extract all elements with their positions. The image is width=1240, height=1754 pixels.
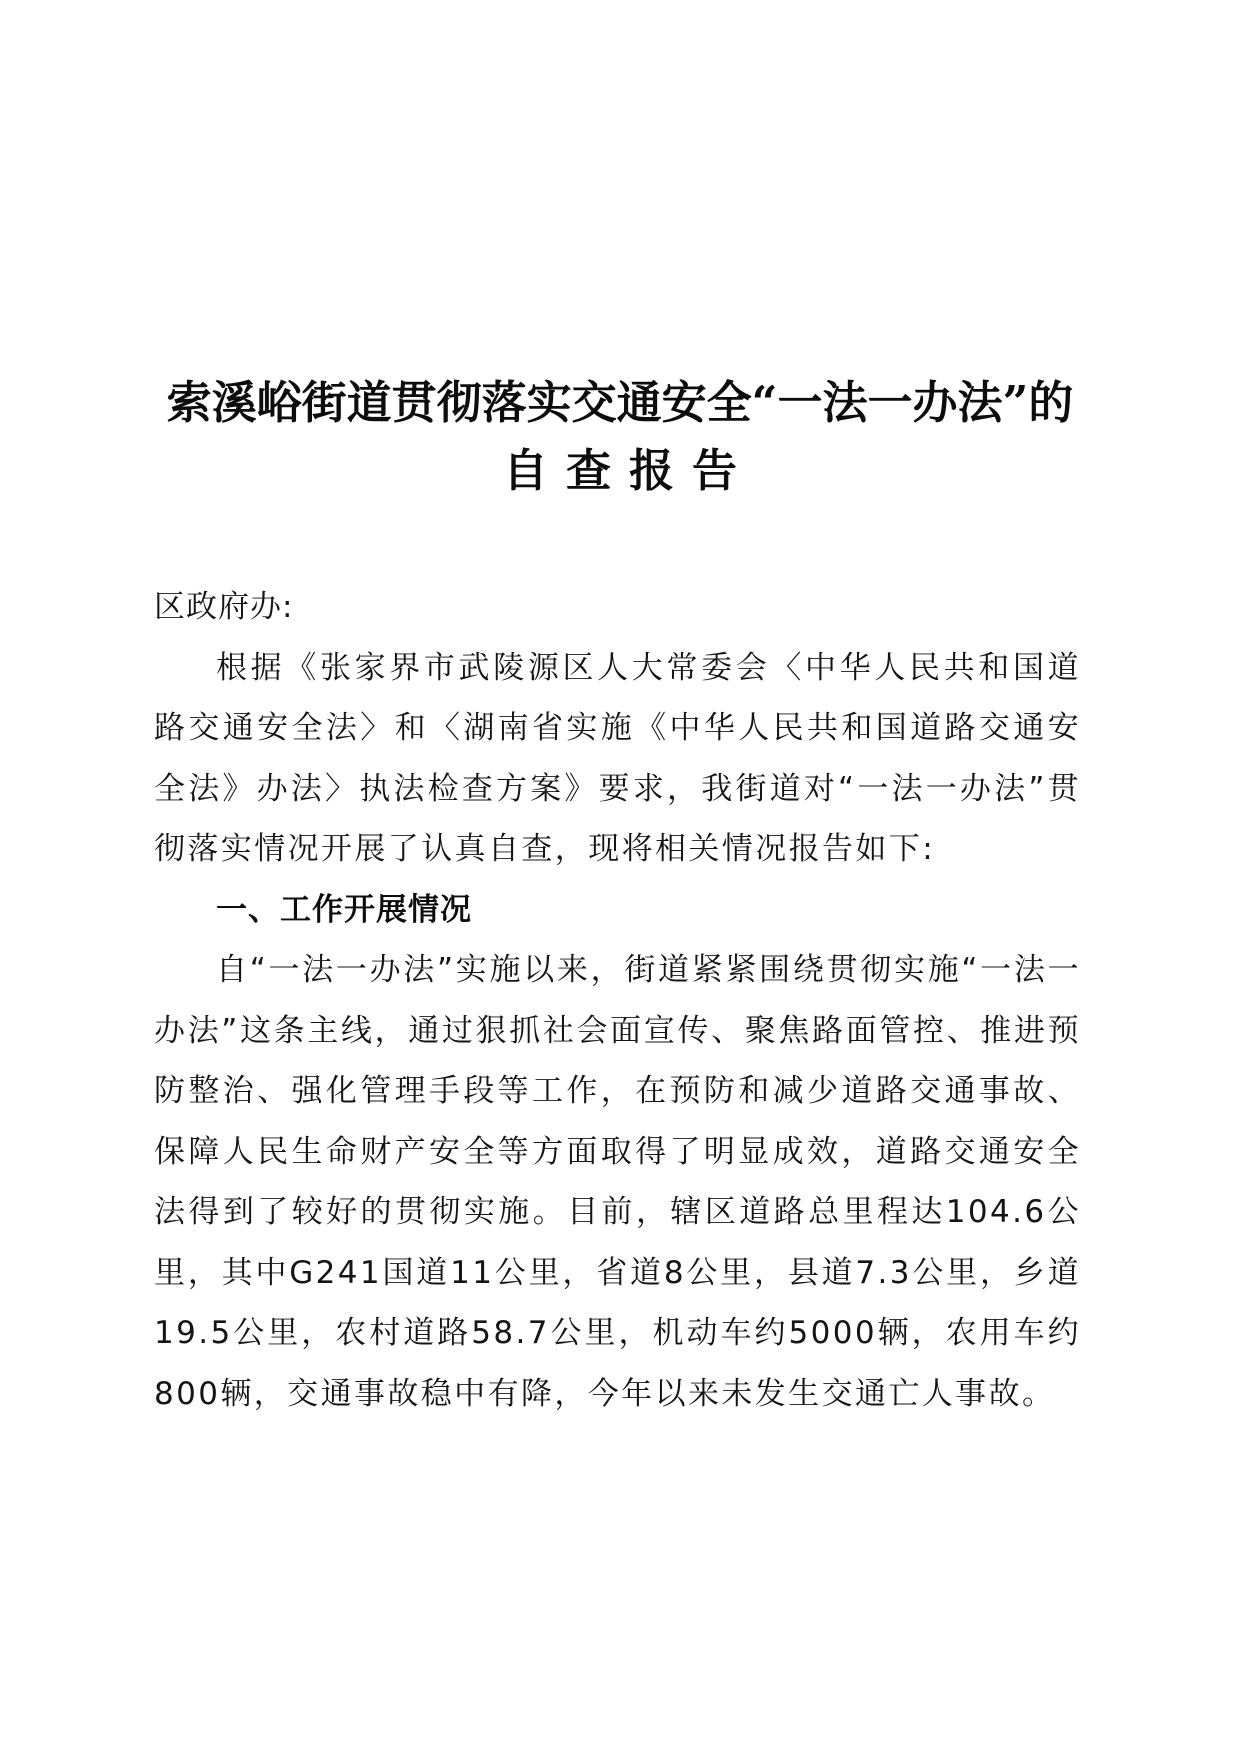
salutation: 区政府办:: [154, 589, 294, 625]
document-body: [154, 577, 1081, 1424]
section-heading-work-progress: 一、工作开展情况: [216, 891, 472, 928]
title-line-main: 索溪峪街道贯彻落实交通安全“一法一办法”的: [166, 376, 1074, 429]
intro-paragraph: 根据《张家界市武陵源区人大常委会〈中华人民共和国道路交通安全法〉和〈湖南省实施《中华人民共和国道路交通安全法》办法〉执法检查方案》要求，我街道对“一法一办法”贯彻落实情况开展了认真自查，现将相关情况报告如下:: [154, 649, 1081, 867]
work-progress-paragraph: 自“一法一办法”实施以来，街道紧紧围绕贯彻实施“一法一办法”这条主线，通过狠抓社会面宣传、聚焦路面管控、推进预防整治、强化管理手段等工作，在预防和减少道路交通事故、保障人民生命财产安全等方面取得了明显成效，道路交通安全法得到了较好的贯彻实施。目前，辖区道路总里程达104.6公里，其中G241国道11公里，省道8公里，县道7.3公里，乡道19.5公里，农村道路58.7公里，机动车约5000辆，农用车约800辆，交通事故稳中有降，今年以来未发生交通亡人事故。: [154, 952, 1081, 1412]
title-line-subtitle: 自查报告: [502, 444, 755, 497]
document-title: [130, 370, 1110, 504]
